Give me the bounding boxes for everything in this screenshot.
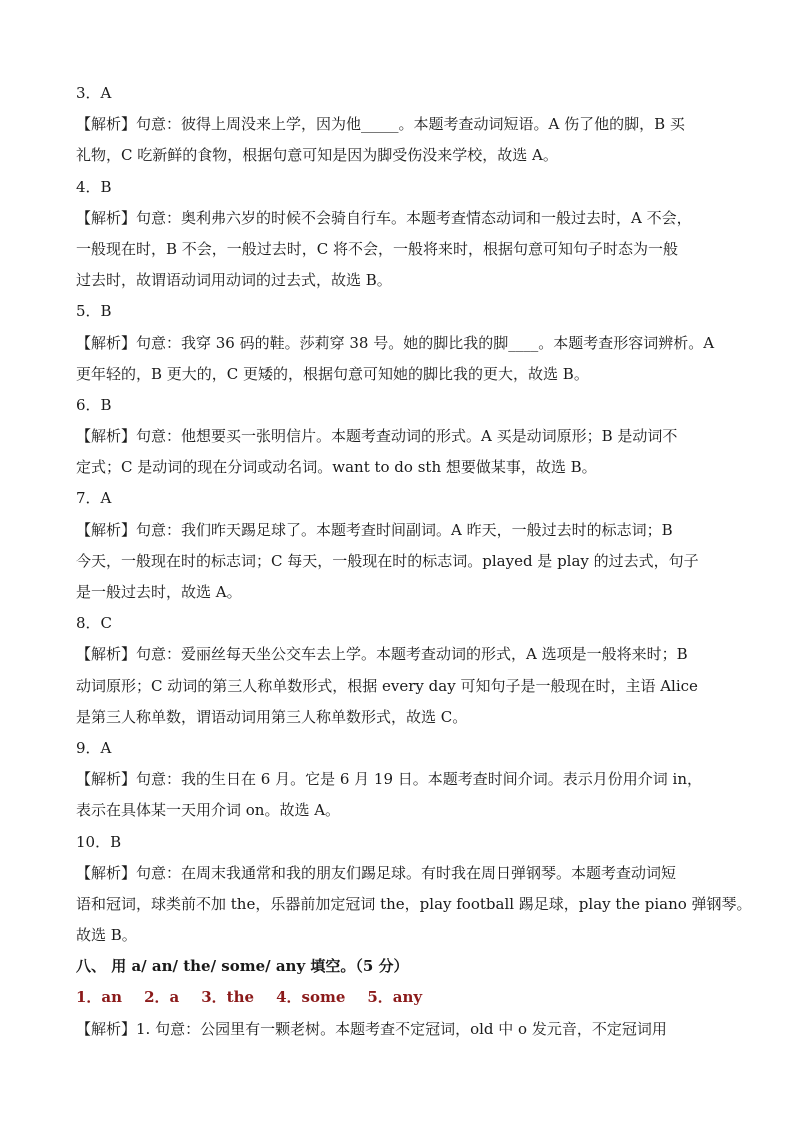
answer-number: 10．B <box>76 832 122 851</box>
section-answers <box>76 982 756 1013</box>
explanation-line: 【解析】句意：奥利弗六岁的时候不会骑自行车。本题考查情态动词和一般过去时，A 不会， <box>76 208 692 227</box>
section-answer: 5．any <box>367 988 423 1007</box>
section-answer: 4．some <box>276 988 346 1007</box>
answer-number: 9．A <box>76 738 112 757</box>
explanation-line: 是第三人称单数，谓语动词用第三人称单数形式，故选 C。 <box>76 707 468 726</box>
explanation-line: 【解析】句意：我们昨天踢足球了。本题考查时间副词。A 昨天，一般过去时的标志词；B <box>76 520 673 539</box>
answer-number: 8．C <box>76 614 113 633</box>
explanation-line: 动词原形；C 动词的第三人称单数形式，根据 every day 可知句子是一般现在时，主语 Alice <box>76 676 698 695</box>
explanation-line: 是一般过去时，故选 A。 <box>76 583 242 601</box>
explanation-line: 【解析】句意：在周末我通常和我的朋友们踢足球。有时我在周日弹钢琴。本题考查动词短 <box>76 863 677 882</box>
explanation-line: 更年轻的，B 更大的，C 更矮的，根据句意可知她的脚比我的更大，故选 B。 <box>76 364 589 383</box>
section-answer: 3．the <box>201 988 255 1007</box>
explanation-line: 【解析】句意：彼得上周没来上学，因为他_____。本题考查动词短语。A 伤了他的脚，B 买 <box>76 115 685 134</box>
section-answer: 2．a <box>144 988 180 1007</box>
explanation-line: 【解析】句意：他想要买一张明信片。本题考查动词的形式。A 买是动词原形；B 是动词不 <box>76 427 678 446</box>
explanation-line: 表示在具体某一天用介词 on。故选 A。 <box>76 801 341 820</box>
answer-number: 5．B <box>76 302 112 321</box>
explanation-line: 【解析】1. 句意：公园里有一颗老树。本题考查不定冠词，old 中 o 发元音，不定冠词用 <box>76 1019 667 1038</box>
explanation-line: 一般现在时，B 不会，一般过去时，C 将不会，一般将来时，根据句意可知句子时态为一般 <box>76 239 679 258</box>
answer-number: 3．A <box>76 84 112 102</box>
explanation-line: 今天，一般现在时的标志词；C 每天，一般现在时的标志词。played 是 play 的过去式，句子 <box>76 551 699 570</box>
answer-number: 7．A <box>76 489 112 508</box>
explanation-line: 【解析】句意：我的生日在 6 月。它是 6 月 19 日。本题考查时间介词。表示月份用介词 in， <box>76 770 703 789</box>
explanation-line: 【解析】句意：我穿 36 码的鞋。莎莉穿 38 号。她的脚比我的脚____。本题考查形容词辨析。A <box>76 333 715 352</box>
explanation-line: 定式；C 是动词的现在分词或动名词。want to do sth 想要做某事，故选 B。 <box>76 458 597 477</box>
answer-items <box>76 78 756 951</box>
section-title: 八、 用 a/ an/ the/ some/ any 填空。（5 分） <box>76 957 409 976</box>
explanation-line: 语和冠词，球类前不加 the，乐器前加定冠词 the，play football 踢足球，play the piano 弹钢琴。 <box>76 894 752 913</box>
answer-explanations-page <box>76 78 756 1045</box>
explanation-line: 过去时，故谓语动词用动词的过去式，故选 B。 <box>76 271 392 290</box>
section-answer: 1．an <box>76 988 123 1007</box>
explanation-line: 故选 B。 <box>76 926 137 945</box>
explanation-line: 【解析】句意：爱丽丝每天坐公交车去上学。本题考查动词的形式，A 选项是一般将来时；B <box>76 645 688 664</box>
answer-number: 6．B <box>76 395 112 414</box>
answer-number: 4．B <box>76 177 112 196</box>
explanation-line: 礼物，C 吃新鲜的食物，根据句意可知是因为脚受伤没来学校，故选 A。 <box>76 146 558 165</box>
